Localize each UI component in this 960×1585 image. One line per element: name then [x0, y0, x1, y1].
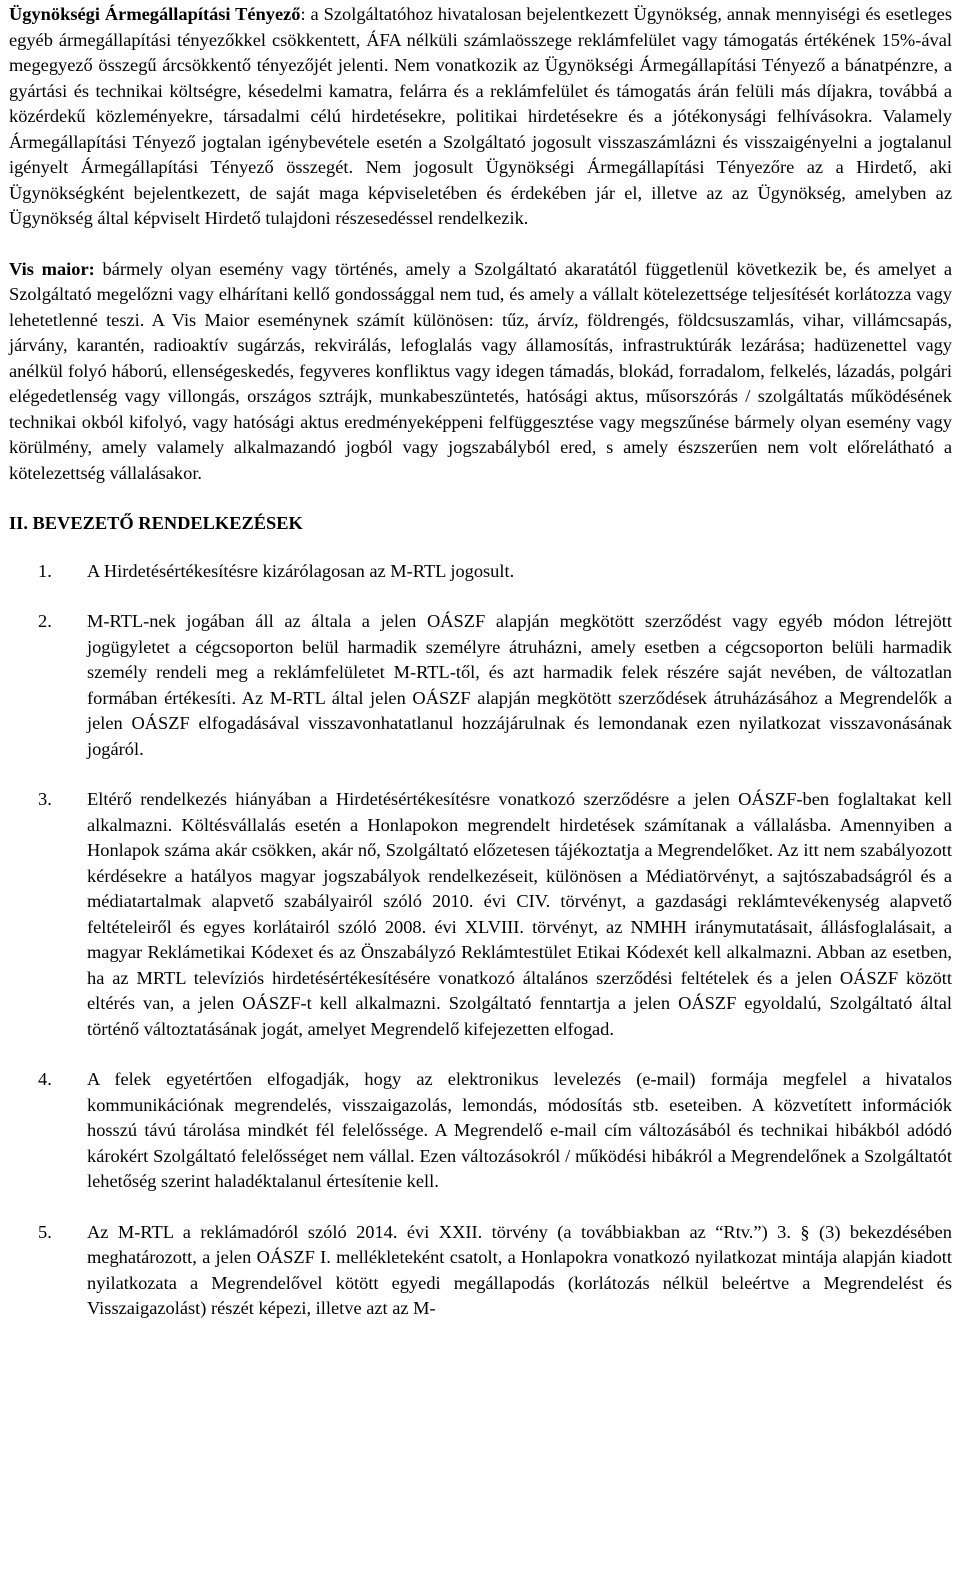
definition-agency-factor [9, 2, 952, 232]
definition-term: Vis maior: [9, 258, 95, 279]
list-item-text: A felek egyetértően elfogadják, hogy az elektronikus levelezés (e-mail) formája megfelel a hivatalos kommunikációnak megrendelés, visszaigazolás, lemondás, módosítás stb. eseteiben. A közvetített információk hosszú távú tárolása mindkét fél felelőssége. A Megrendelő e-mail cím változásából és technikai hibákból adódó károkért Szolgáltató felelősséget nem vállal. Ezen változásokról / működési hibákról a Megrendelőnek a Szolgáltatót lehetőség szerint haladéktalanul értesítenie kell. [87, 1069, 952, 1191]
list-item [9, 1220, 952, 1322]
numbered-list [9, 559, 952, 1322]
document-page [9, 2, 952, 1322]
definition-text: bármely olyan esemény vagy történés, amely a Szolgáltató akaratától függetlenül következik be, és amelyet a Szolgáltató megelőzni vagy elhárítani kellő gondossággal nem tud, és amely a vállalt kötelezettsége teljesítését korlátozza vagy lehetetlenné teszi. A Vis Maior eseménynek számít különösen: tűz, árvíz, földrengés, földcsuszamlás, vihar, villámcsapás, járvány, karantén, radioaktív sugárzás, rekvirálás, lefoglalás vagy államosítás, infrastruktúrák lezárása; hadüzenettel vagy anélkül folyó háború, ellenségeskedés, fegyveres konfliktus vagy idegen támadás, blokád, forradalom, felkelés, lázadás, polgári elégedetlenség vagy villongás, országos sztrájk, munkabeszüntetés, hatósági aktus, műsorszórás / szolgáltatás működésének technikai okból kifolyó, vagy hatósági aktus eredményeképpeni felfüggesztése vagy megszűnése bármely olyan esemény vagy körülmény, amely valamely alkalmazandó jogból vagy jogszabályból ered, s amely észszerűen nem volt előrelátható a kötelezettség vállalásakor. [9, 258, 952, 483]
list-item-number: 1. [38, 560, 52, 581]
list-item-text: Eltérő rendelkezés hiányában a Hirdetésértékesítésre vonatkozó szerződésre a jelen OÁSZF-ben foglaltakat kell alkalmazni. Költésvállalás esetén a Honlapokon megrendelt hirdetések számítanak a vállalásba. Amennyiben a Honlapok száma akár csökken, akár nő, Szolgáltató előzetesen tájékoztatja a Megrendelőket. Az itt nem szabályozott kérdésekre a hatályos magyar jogszabályok rendelkezéseit, különösen a Médiatörvényt, a sajtószabadságról és a médiatartalmak alapvető szabályairól szóló 2010. évi CIV. törvényt, a gazdasági reklámtevékenység alapvető feltételeiről és egyes korlátairól szóló 2008. évi XLVIII. törvényt, az NMHH iránymutatásait, állásfoglalásait, a magyar Reklámetikai Kódexet és az Önszabályzó Reklámtestület Etikai Kódexét kell alkalmazni. Abban az esetben, ha az MRTL televíziós hirdetésértékesítésére vonatkozó általános szerződési feltételek és a jelen OÁSZF között eltérés van, a jelen OÁSZF-t kell alkalmazni. Szolgáltató fenntartja a jelen OÁSZF egyoldalú, Szolgáltató által történő változtatásának jogát, amelyet Megrendelő kifejezetten elfogad. [87, 789, 952, 1039]
list-item-number: 2. [38, 611, 52, 631]
list-item-number: 5. [38, 1221, 52, 1242]
list-item-text: A Hirdetésértékesítésre kizárólagosan az M-RTL jogosult. [87, 560, 515, 581]
section-heading: II. BEVEZETŐ RENDELKEZÉSEK [9, 513, 303, 533]
list-item [9, 609, 952, 762]
definition-vis-maior [9, 257, 952, 487]
list-item [9, 787, 952, 1042]
list-item-number: 3. [38, 789, 52, 809]
list-item-text: Az M-RTL a reklámadóról szóló 2014. évi XXII. törvény (a továbbiakban az “Rtv.”) 3. § (3) bekezdésében meghatározott, a jelen OÁSZF I. mellékleteként csatolt, a Honlapokra vonatkozó nyilatkozat mintája alapján kiadott nyilatkozata a Megrendelővel kötött egyedi megállapodás (korlátozás nélkül beleértve a Megrendelést és Visszaigazolást) részét képezi, illetve azt az M- [87, 1221, 952, 1318]
list-item [9, 559, 952, 585]
list-item-text: M-RTL-nek jogában áll az általa a jelen OÁSZF alapján megkötött szerződést vagy egyéb módon létrejött jogügyletet a cégcsoporton belül harmadik személyre átruházni, amely esetben a cégcsoporton belüli harmadik személy rendeli meg a reklámfelületet M-RTL-től, és azt harmadik felek részére saját nevében, de változatlan formában értékesíti. Az M-RTL által jelen OÁSZF alapján megkötött szerződések átruházásához a Megrendelők a jelen OÁSZF elfogadásával visszavonhatatlanul hozzájárulnak és lemondanak ezen nyilatkozat visszavonásának jogáról. [87, 611, 952, 759]
list-item [9, 1067, 952, 1195]
definition-text: : a Szolgáltatóhoz hivatalosan bejelentkezett Ügynökség, annak mennyiségi és esetleges egyéb ármegállapítási tényezőkkel csökkentett, ÁFA nélküli számlaösszege reklámfelület vagy támogatás értékének 15%-ával megegyező összegű árcsökkentő tényezőjét jelenti. Nem vonatkozik az Ügynökségi Ármegállapítási Tényező a bánatpénzre, a gyártási és technikai költségre, késedelmi kamatra, felárra és a reklámfelület és támogatás árán felüli más díjakra, továbbá a közérdekű közleményekre, társadalmi célú hirdetésekre, politikai hirdetésekre és a jótékonysági felhívásokra. Valamely Ármegállapítási Tényező jogtalan igénybevétele esetén a Szolgáltató jogosult visszaszámlázni és visszaigényelni a jogtalanul igényelt Ármegállapítási Tényező összegét. Nem jogosult Ügynökségi Ármegállapítási Tényezőre az a Hirdető, aki Ügynökségként bejelentkezett, de saját maga képviseletében és érdekében jár el, illetve az az Ügynökség, amelyben az Ügynökség által képviselt Hirdető tulajdoni részesedéssel rendelkezik. [9, 4, 953, 228]
list-item-number: 4. [38, 1069, 52, 1089]
definition-term: Ügynökségi Ármegállapítási Tényező [9, 4, 301, 24]
